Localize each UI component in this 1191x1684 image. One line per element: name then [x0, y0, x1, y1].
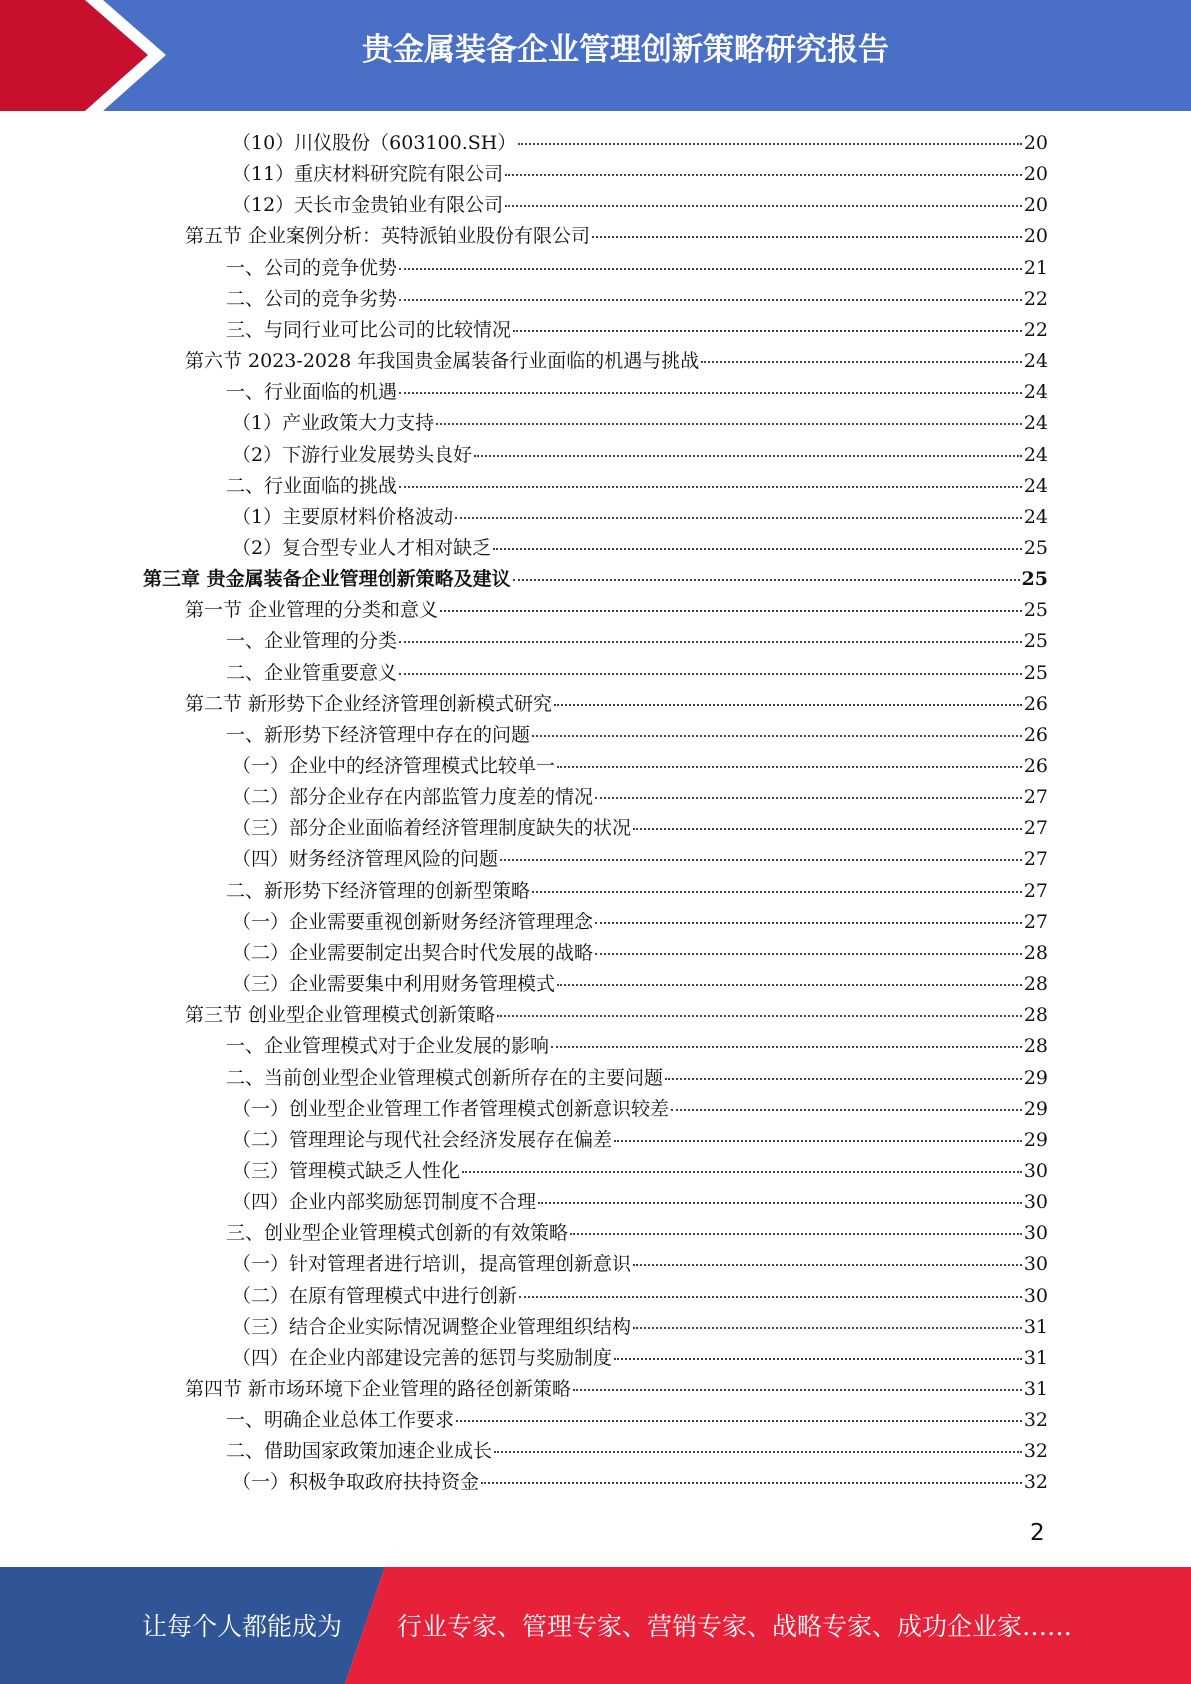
toc-leader-dots [518, 143, 1021, 145]
toc-entry-page: 30 [1023, 1222, 1048, 1245]
toc-leader-dots [399, 299, 1022, 301]
toc-entry-title: 二、公司的竞争劣势 [226, 287, 398, 310]
toc-entry-title: 一、企业管理的分类 [226, 630, 398, 653]
page-number: 2 [1030, 1520, 1045, 1546]
toc-leader-dots [633, 1264, 1022, 1266]
toc-entry-page: 30 [1023, 1284, 1048, 1307]
toc-entry[interactable] [226, 1063, 1048, 1094]
toc-leader-dots [399, 673, 1022, 675]
toc-entry-title: （二）部分企业存在内部监管力度差的情况 [232, 786, 594, 809]
toc-entry-title: 一、企业管理模式对于企业发展的影响 [226, 1035, 550, 1058]
toc-leader-dots [399, 486, 1022, 488]
toc-entry-title: （2）复合型专业人才相对缺乏 [232, 536, 492, 559]
toc-leader-dots [440, 610, 1022, 612]
toc-entry-page: 22 [1023, 287, 1048, 310]
toc-entry-page: 27 [1023, 817, 1048, 840]
toc-leader-dots [633, 1327, 1022, 1329]
toc-leader-dots [595, 797, 1022, 799]
toc-entry-title: （二）在原有管理模式中进行创新 [232, 1284, 518, 1307]
toc-entry[interactable] [185, 1000, 1048, 1031]
toc-entry-page: 25 [1023, 661, 1048, 684]
toc-entry-page: 22 [1023, 318, 1048, 341]
toc-leader-dots [701, 361, 1022, 363]
toc-entry[interactable] [232, 408, 1048, 439]
toc-entry-page: 25 [1023, 536, 1048, 559]
toc-entry-title: （10）川仪股份（603100.SH） [232, 132, 517, 154]
toc-entry-page: 29 [1023, 1066, 1048, 1089]
toc-entry[interactable] [232, 813, 1048, 844]
toc-entry-page: 27 [1023, 910, 1048, 933]
toc-entry[interactable] [232, 907, 1048, 938]
toc-entry-title: 第三章 贵金属装备企业管理创新策略及建议 [143, 568, 511, 591]
toc-entry-page: 28 [1023, 1004, 1048, 1027]
toc-entry-page: 30 [1023, 1253, 1048, 1276]
toc-leader-dots [493, 548, 1022, 550]
toc-leader-dots [505, 205, 1022, 207]
toc-leader-dots [614, 1358, 1022, 1360]
toc-entry[interactable] [232, 1249, 1048, 1280]
toc-entry-page: 24 [1023, 381, 1048, 404]
toc-entry-page: 25 [1023, 630, 1048, 653]
toc-leader-dots [436, 423, 1022, 425]
toc-leader-dots [614, 1140, 1022, 1142]
toc-entry-title: （一）创业型企业管理工作者管理模式创新意识较差 [232, 1097, 670, 1120]
toc-leader-dots [500, 859, 1022, 861]
toc-entry[interactable] [232, 1467, 1048, 1498]
toc-entry-title: （三）结合企业实际情况调整企业管理组织结构 [232, 1315, 632, 1338]
toc-leader-dots [532, 735, 1022, 737]
toc-entry-title: （四）财务经济管理风险的问题 [232, 848, 499, 871]
toc-entry[interactable] [232, 533, 1048, 564]
toc-entry-title: 三、与同行业可比公司的比较情况 [226, 318, 512, 341]
toc-leader-dots [481, 1482, 1022, 1484]
toc-entry[interactable] [226, 377, 1048, 408]
toc-entry-page: 20 [1023, 132, 1048, 154]
toc-entry-page: 28 [1023, 973, 1048, 996]
toc-entry-page: 24 [1023, 474, 1048, 497]
toc-entry[interactable] [232, 1187, 1048, 1218]
toc-entry-page: 28 [1023, 1035, 1048, 1058]
toc-entry[interactable] [226, 658, 1048, 689]
toc-entry-title: （1）主要原材料价格波动 [232, 505, 454, 528]
toc-entry[interactable] [185, 221, 1048, 252]
toc-entry[interactable] [232, 938, 1048, 969]
toc-entry[interactable] [226, 720, 1048, 751]
toc-entry[interactable] [232, 844, 1048, 875]
toc-leader-dots [538, 1202, 1022, 1204]
toc-entry[interactable] [232, 1281, 1048, 1312]
report-title: 贵金属装备企业管理创新策略研究报告 [362, 32, 889, 68]
toc-leader-dots [497, 1015, 1022, 1017]
toc-entry-page: 29 [1023, 1097, 1048, 1120]
toc-entry-page: 25 [1021, 568, 1048, 591]
toc-leader-dots [592, 236, 1022, 238]
toc-entry-page: 32 [1023, 1471, 1048, 1494]
toc-entry[interactable] [232, 1125, 1048, 1156]
toc-entry-title: 二、当前创业型企业管理模式创新所存在的主要问题 [226, 1066, 664, 1089]
toc-leader-dots [557, 766, 1022, 768]
toc-leader-dots [513, 330, 1022, 332]
toc-entry-page: 28 [1023, 941, 1048, 964]
toc-entry-page: 20 [1023, 225, 1048, 248]
toc-entry-title: （1）产业政策大力支持 [232, 412, 435, 435]
toc-entry[interactable] [226, 315, 1048, 346]
toc-entry[interactable] [232, 128, 1048, 159]
toc-leader-dots [671, 1109, 1022, 1111]
toc-entry-title: 一、明确企业总体工作要求 [226, 1409, 455, 1432]
toc-entry-title: 二、借助国家政策加速企业成长 [226, 1440, 493, 1463]
toc-leader-dots [399, 641, 1022, 643]
toc-leader-dots [462, 1171, 1022, 1173]
toc-entry-page: 26 [1023, 755, 1048, 777]
toc-entry[interactable] [185, 1374, 1048, 1405]
toc-leader-dots [551, 1046, 1022, 1048]
toc-entry-title: （二）管理理论与现代社会经济发展存在偏差 [232, 1128, 613, 1151]
toc-leader-dots [505, 174, 1022, 176]
toc-entry[interactable] [226, 1436, 1048, 1467]
toc-entry[interactable] [185, 346, 1048, 377]
toc-entry-title: （一）企业需要重视创新财务经济管理理念 [232, 910, 594, 933]
toc-entry-page: 24 [1023, 443, 1048, 466]
toc-entry-title: （12）天长市金贵铂业有限公司 [232, 194, 504, 217]
toc-entry-page: 20 [1023, 194, 1048, 217]
footer-slogan-right: 行业专家、管理专家、营销专家、战略专家、成功企业家…… [397, 1612, 1073, 1641]
toc-leader-dots [519, 1296, 1022, 1298]
toc-entry-page: 27 [1023, 848, 1048, 871]
footer-slogan-left: 让每个人都能成为 [142, 1612, 343, 1641]
toc-leader-dots [455, 517, 1022, 519]
toc-entry[interactable] [232, 502, 1048, 533]
toc-entry-page: 29 [1023, 1128, 1048, 1151]
toc-entry-title: 第四节 新市场环境下企业管理的路径创新策略 [185, 1378, 572, 1400]
toc-leader-dots [554, 704, 1022, 706]
toc-entry[interactable] [185, 689, 1048, 720]
toc-entry[interactable] [226, 1031, 1048, 1062]
toc-entry[interactable] [232, 782, 1048, 813]
toc-entry-title: （三）部分企业面临着经济管理制度缺失的状况 [232, 817, 632, 840]
toc-leader-dots [573, 1389, 1022, 1391]
toc-entry[interactable] [232, 440, 1048, 471]
toc-entry-page: 31 [1023, 1346, 1048, 1369]
toc-entry-page: 32 [1023, 1440, 1048, 1463]
toc-entry[interactable] [232, 1156, 1048, 1187]
page-header [0, 0, 1191, 111]
toc-entry[interactable] [226, 1218, 1048, 1249]
toc-entry-title: （一）积极争取政府扶持资金 [232, 1471, 480, 1494]
toc-entry[interactable] [232, 159, 1048, 190]
toc-entry[interactable] [232, 969, 1048, 1000]
toc-entry[interactable] [226, 626, 1048, 657]
toc-entry[interactable] [226, 1405, 1048, 1436]
toc-entry[interactable] [232, 1312, 1048, 1343]
toc-entry-title: （11）重庆材料研究院有限公司 [232, 163, 504, 186]
toc-entry-title: 二、新形势下经济管理的创新型策略 [226, 879, 531, 902]
toc-leader-dots [474, 455, 1022, 457]
toc-entry-title: （四）企业内部奖励惩罚制度不合理 [232, 1191, 537, 1214]
toc-entry-title: （三）企业需要集中利用财务管理模式 [232, 973, 556, 996]
toc-entry-title: （四）在企业内部建设完善的惩罚与奖励制度 [232, 1346, 613, 1369]
toc-entry-title: 第六节 2023-2028 年我国贵金属装备行业面临的机遇与挑战 [185, 350, 700, 373]
toc-entry-title: 三、创业型企业管理模式创新的有效策略 [226, 1222, 569, 1245]
toc-entry-page: 21 [1023, 256, 1048, 279]
page-footer [0, 1567, 1191, 1684]
toc-entry-page: 27 [1023, 879, 1048, 902]
toc-entry-title: （2）下游行业发展势头良好 [232, 443, 473, 466]
toc-entry[interactable] [226, 284, 1048, 315]
toc-entry[interactable] [143, 564, 1048, 595]
toc-entry[interactable] [226, 876, 1048, 907]
toc-leader-dots [595, 922, 1022, 924]
toc-entry-title: 一、新形势下经济管理中存在的问题 [226, 723, 531, 746]
toc-entry-page: 24 [1023, 350, 1048, 373]
toc-leader-dots [557, 984, 1022, 986]
toc-entry-title: 一、行业面临的机遇 [226, 381, 398, 404]
toc-leader-dots [633, 828, 1022, 830]
toc-entry-title: （二）企业需要制定出契合时代发展的战略 [232, 941, 594, 964]
toc-entry[interactable] [226, 471, 1048, 502]
toc-entry-page: 26 [1023, 692, 1048, 715]
toc-entry-page: 32 [1023, 1409, 1048, 1432]
toc-entry-page: 26 [1023, 723, 1048, 746]
toc-entry-title: 二、行业面临的挑战 [226, 474, 398, 497]
toc-entry[interactable] [232, 1094, 1048, 1125]
toc-entry[interactable] [232, 190, 1048, 221]
toc-entry-title: （一）企业中的经济管理模式比较单一 [232, 755, 556, 777]
toc-entry-page: 30 [1023, 1159, 1048, 1182]
toc-leader-dots [665, 1078, 1022, 1080]
toc-entry-page: 25 [1023, 599, 1048, 622]
toc-entry-title: 二、企业管重要意义 [226, 661, 398, 684]
toc-leader-dots [532, 891, 1022, 893]
toc-entry-page: 24 [1023, 412, 1048, 435]
toc-entry-title: 第三节 创业型企业管理模式创新策略 [185, 1004, 496, 1027]
toc-entry-title: 一、公司的竞争优势 [226, 256, 398, 279]
toc-leader-dots [513, 579, 1020, 581]
toc-leader-dots [399, 392, 1022, 394]
toc-entry-page: 27 [1023, 786, 1048, 809]
toc-entry-page: 31 [1023, 1378, 1048, 1400]
toc-entry-page: 24 [1023, 505, 1048, 528]
toc-entry-title: （一）针对管理者进行培训，提高管理创新意识 [232, 1253, 632, 1276]
toc-entry-title: 第一节 企业管理的分类和意义 [185, 599, 439, 622]
toc-leader-dots [456, 1420, 1022, 1422]
toc-leader-dots [595, 953, 1022, 955]
toc-entry[interactable] [232, 751, 1048, 782]
toc-entry[interactable] [226, 253, 1048, 284]
toc-leader-dots [570, 1233, 1022, 1235]
toc-entry-page: 31 [1023, 1315, 1048, 1338]
toc-entry-title: 第二节 新形势下企业经济管理创新模式研究 [185, 692, 553, 715]
toc-entry-title: 第五节 企业案例分析：英特派铂业股份有限公司 [185, 225, 591, 248]
toc-entry[interactable] [232, 1343, 1048, 1374]
toc-entry-page: 20 [1023, 163, 1048, 186]
toc-leader-dots [399, 268, 1022, 270]
toc-leader-dots [494, 1451, 1022, 1453]
toc-entry[interactable] [185, 595, 1048, 626]
toc-entry-title: （三）管理模式缺乏人性化 [232, 1159, 461, 1182]
toc-entry-page: 30 [1023, 1191, 1048, 1214]
